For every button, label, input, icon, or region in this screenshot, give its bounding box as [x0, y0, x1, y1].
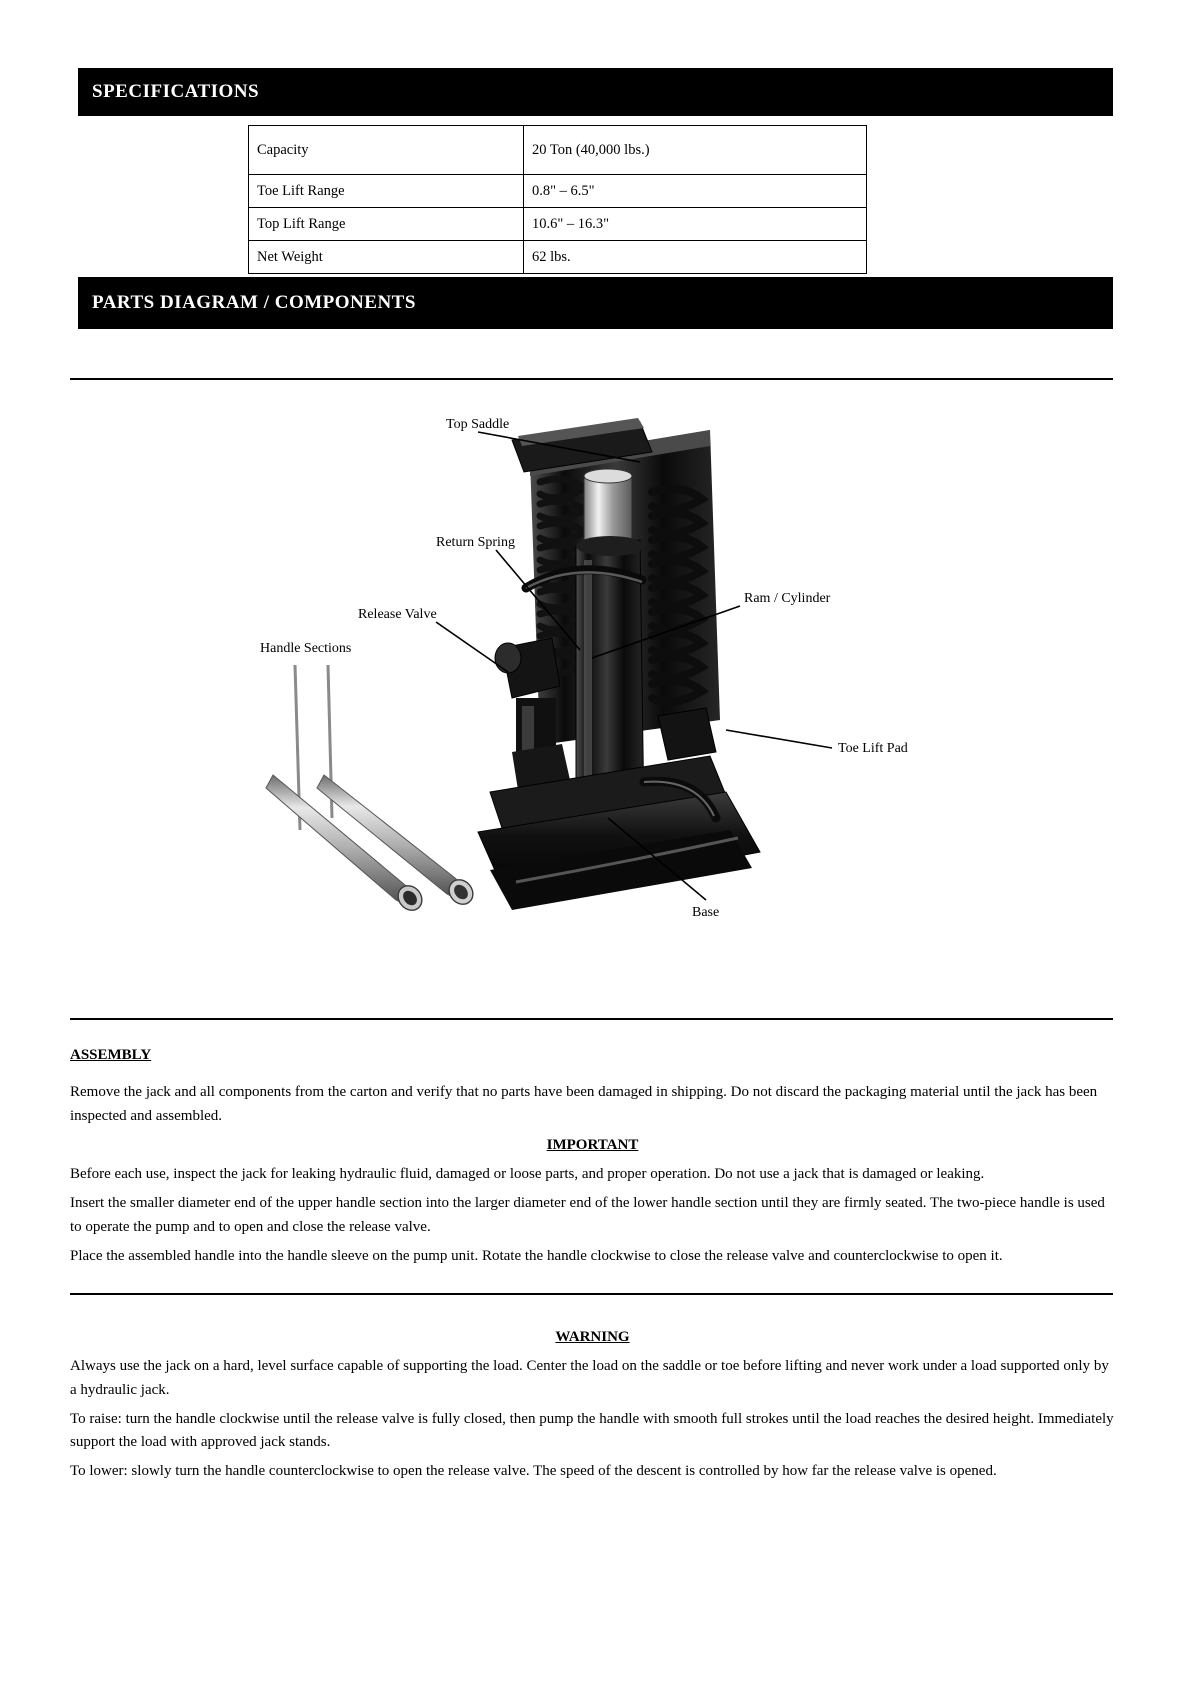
jack-illustration — [240, 400, 930, 1010]
operation-paragraph-1: Always use the jack on a hard, level surface capable of supporting the load. Center the load on the saddle or toe before lifting and never work under a load supported only by a hydraulic jack. — [70, 1358, 1109, 1398]
hydraulic-jack-graphic — [478, 418, 760, 910]
spec-label: Top Lift Range — [249, 208, 524, 241]
callout-label-7: Handle Sections — [260, 641, 352, 656]
operation-paragraph-3: To lower: slowly turn the handle counterclockwise to open the release valve. The speed of the descent is controlled by how far the release valve is opened. — [70, 1463, 997, 1480]
operation-section — [70, 1316, 1115, 1490]
spec-label: Capacity — [249, 126, 524, 175]
spec-value: 20 Ton (40,000 lbs.) — [524, 126, 867, 175]
callout-label-5: Toe Lift Pad — [838, 741, 908, 756]
table-row — [249, 175, 867, 208]
callout-label-2: Return Spring — [436, 535, 515, 550]
divider-rule-bottom — [70, 1293, 1113, 1295]
spec-value: 10.6" – 16.3" — [524, 208, 867, 241]
assembly-paragraph-2: Insert the smaller diameter end of the upper handle section into the larger diameter end of the lower handle section until they are firmly seated. The two-piece handle is used to operate the pump and to open and close the release valve. — [70, 1195, 1105, 1235]
assembly-paragraph-1: Remove the jack and all components from the carton and verify that no parts have been damaged in shipping. Do not discard the packaging material until the jack has been inspected and assembled. — [70, 1084, 1098, 1124]
spec-value: 0.8" – 6.5" — [524, 175, 867, 208]
leader-line-5 — [726, 730, 832, 748]
table-row — [249, 126, 867, 175]
spec-value: 62 lbs. — [524, 241, 867, 274]
assembly-paragraph-3: Place the assembled handle into the handle sleeve on the pump unit. Rotate the handle clockwise to close the release valve and counterclockwise to open it. — [70, 1247, 1003, 1264]
specifications-section-header — [78, 68, 1113, 116]
table-row — [249, 208, 867, 241]
assembly-heading: ASSEMBLY — [70, 1047, 152, 1063]
leader-line-3 — [436, 622, 508, 672]
spec-label: Net Weight — [249, 241, 524, 274]
operation-paragraph-2: To raise: turn the handle clockwise until the release valve is fully closed, then pump the handle with smooth full strokes until the load reaches the desired height. Immediately support the load with approved jack stands. — [70, 1410, 1114, 1450]
assembly-section — [70, 1044, 1115, 1274]
callout-label-6: Base — [692, 905, 720, 920]
callout-label-4: Ram / Cylinder — [744, 591, 831, 606]
parts-title: PARTS DIAGRAM / COMPONENTS — [92, 292, 416, 313]
operation-warning-heading: WARNING — [555, 1329, 630, 1345]
assembly-note-heading: IMPORTANT — [546, 1136, 639, 1153]
callout-label-3: Release Valve — [358, 607, 437, 622]
spec-label: Toe Lift Range — [249, 175, 524, 208]
specifications-title: SPECIFICATIONS — [92, 81, 260, 102]
callout-label-1: Top Saddle — [446, 417, 510, 432]
parts-section-header — [78, 277, 1113, 329]
handle-bars-graphic — [266, 665, 478, 915]
table-row — [249, 241, 867, 274]
assembly-note: Before each use, inspect the jack for leaking hydraulic fluid, damaged or loose parts, and proper operation. Do not use a jack that is damaged or leaking. — [70, 1166, 985, 1182]
divider-rule-middle — [70, 1018, 1113, 1020]
divider-rule-top — [70, 378, 1113, 380]
specifications-table — [248, 125, 867, 274]
